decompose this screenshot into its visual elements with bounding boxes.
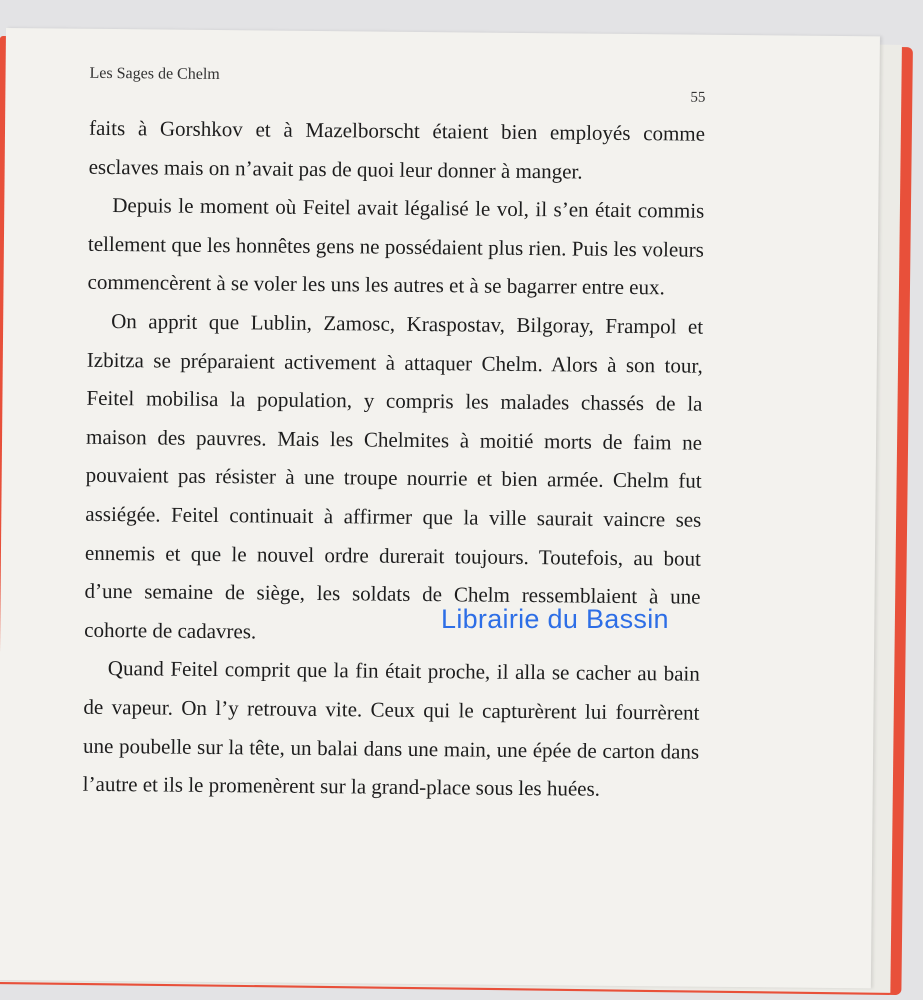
paragraph-1: faits à Gorshkov et à Mazelborscht étaient bien employés comme esclaves mais on n’avait pas de quoi leur donner à manger. (88, 115, 706, 184)
book-page (0, 28, 880, 988)
watermark-text: Librairie du Bassin (441, 604, 669, 634)
paragraph-4: Quand Feitel comprit que la fin était proche, il alla se cacher au bain de vapeur. On l’y retrouva vite. Ceux qui le capturèrent lui fourrèrent une poubelle sur la tête, un balai dans une main, une épée de carton dans l’autre et ils le promenèrent sur la grand-place sous les huées. (82, 656, 700, 801)
running-head: Les Sages de Chelm (89, 64, 220, 84)
paragraph-2: Depuis le moment où Feitel avait légalisé le vol, il s’en était commis tellement que les honnêtes gens ne possédaient plus rien. Puis les voleurs commencèrent à se voler les uns les autres et à se bagarrer entre eux. (87, 193, 705, 300)
page-number: 55 (690, 89, 706, 106)
body-text (83, 109, 706, 810)
paragraph-3: On apprit que Lublin, Zamosc, Kraspostav, Bilgoray, Frampol et Izbitza se préparaient activement à attaquer Chelm. Alors à son tour, Feitel mobilisa la population, y compris les malades chassés de la maison des pauvres. Mais les Chelmites à moitié morts de faim ne pouvaient pas résister à une troupe nourrie et bien armée. Chelm fut assiégée. Feitel continuait à affirmer que la ville saurait vaincre ses ennemis et que le nouvel ordre durerait toujours. Toutefois, au bout d’une semaine de siège, les soldats de Chelm ressemblaient à une cohorte de cadavres. (84, 308, 704, 644)
